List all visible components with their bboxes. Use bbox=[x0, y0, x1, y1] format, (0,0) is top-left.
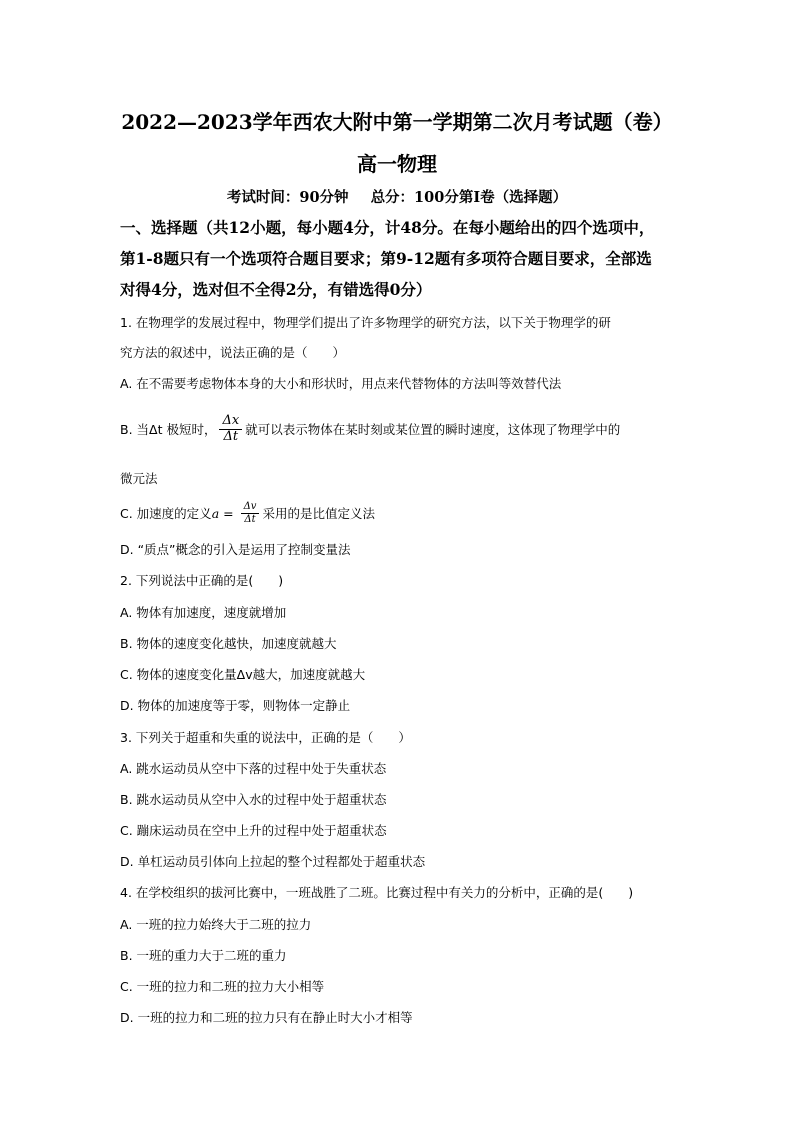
section-heading-line-3: 对得4分，选对但不全得2分，有错选得0分） bbox=[120, 280, 432, 299]
exam-meta bbox=[0, 186, 794, 207]
delta-x-over-delta-t-fraction bbox=[219, 414, 242, 445]
fraction-numerator: Δv bbox=[241, 501, 260, 514]
q3-stem: 3. 下列关于超重和失重的说法中，正确的是（ ） bbox=[120, 730, 411, 745]
fraction-denominator: Δt bbox=[223, 428, 239, 444]
equals-sign: = bbox=[219, 505, 238, 521]
q1-option-c bbox=[120, 496, 375, 530]
exam-title: 2022—2023学年西农大附中第一学期第二次月考试题（卷） bbox=[121, 110, 673, 134]
acceleration-symbol: a bbox=[211, 505, 220, 521]
fraction-numerator: Δx bbox=[219, 414, 242, 430]
q1-option-b bbox=[120, 409, 620, 449]
q3-option-c: C. 蹦床运动员在空中上升的过程中处于超重状态 bbox=[120, 823, 387, 838]
q3-option-b: B. 跳水运动员从空中入水的过程中处于超重状态 bbox=[120, 792, 387, 807]
q1-stem-line-1: 1. 在物理学的发展过程中，物理学们提出了许多物理学的研究方法，以下关于物理学的研 bbox=[120, 315, 611, 330]
q3-option-d: D. 单杠运动员引体向上拉起的整个过程都处于超重状态 bbox=[120, 854, 426, 869]
q4-option-a: A. 一班的拉力始终大于二班的拉力 bbox=[120, 917, 312, 932]
total-score: 总分：100分第Ⅰ卷（选择题） bbox=[370, 189, 568, 206]
q1-option-c-prefix: C. 加速度的定义 bbox=[120, 506, 212, 521]
q2-option-b: B. 物体的速度变化越快，加速度就越大 bbox=[120, 636, 337, 651]
q1-option-b-suffix: 就可以表示物体在某时刻或某位置的瞬时速度，这体现了物理学中的 bbox=[245, 422, 621, 437]
q2-stem: 2. 下列说法中正确的是( ) bbox=[120, 573, 284, 588]
q3-option-a: A. 跳水运动员从空中下落的过程中处于失重状态 bbox=[120, 761, 387, 776]
section-heading-line-1: 一、选择题（共12小题，每小题4分，计48分。在每小题给出的四个选项中， bbox=[120, 218, 655, 237]
q4-stem: 4. 在学校组织的拔河比赛中，一班战胜了二班。比赛过程中有关力的分析中，正确的是( ) bbox=[120, 885, 634, 900]
q2-option-c: C. 物体的速度变化量Δv越大，加速度就越大 bbox=[120, 667, 366, 682]
exam-time: 考试时间：90分钟 bbox=[226, 189, 349, 206]
q1-option-b-continued: 微元法 bbox=[120, 471, 158, 486]
q1-stem-line-2: 究方法的叙述中，说法正确的是（ ） bbox=[120, 345, 346, 360]
q1-option-d: D. “质点”概念的引入是运用了控制变量法 bbox=[120, 542, 351, 557]
q4-option-d: D. 一班的拉力和二班的拉力只有在静止时大小才相等 bbox=[120, 1010, 413, 1025]
subject-title: 高一物理 bbox=[357, 152, 437, 176]
section-heading-line-2: 第1-8题只有一个选项符合题目要求；第9-12题有多项符合题目要求，全部选 bbox=[120, 249, 652, 268]
q4-option-b: B. 一班的重力大于二班的重力 bbox=[120, 948, 287, 963]
fraction-denominator: Δt bbox=[244, 513, 256, 525]
q4-option-c: C. 一班的拉力和二班的拉力大小相等 bbox=[120, 979, 325, 994]
q2-option-d: D. 物体的加速度等于零，则物体一定静止 bbox=[120, 698, 351, 713]
q2-option-a: A. 物体有加速度，速度就增加 bbox=[120, 605, 287, 620]
q1-option-b-prefix: B. 当Δt 极短时， bbox=[120, 422, 217, 437]
q1-option-a: A. 在不需要考虑物体本身的大小和形状时，用点来代替物体的方法叫等效替代法 bbox=[120, 376, 562, 391]
delta-v-over-delta-t-fraction bbox=[241, 501, 260, 525]
q1-option-c-suffix: 采用的是比值定义法 bbox=[262, 506, 375, 521]
